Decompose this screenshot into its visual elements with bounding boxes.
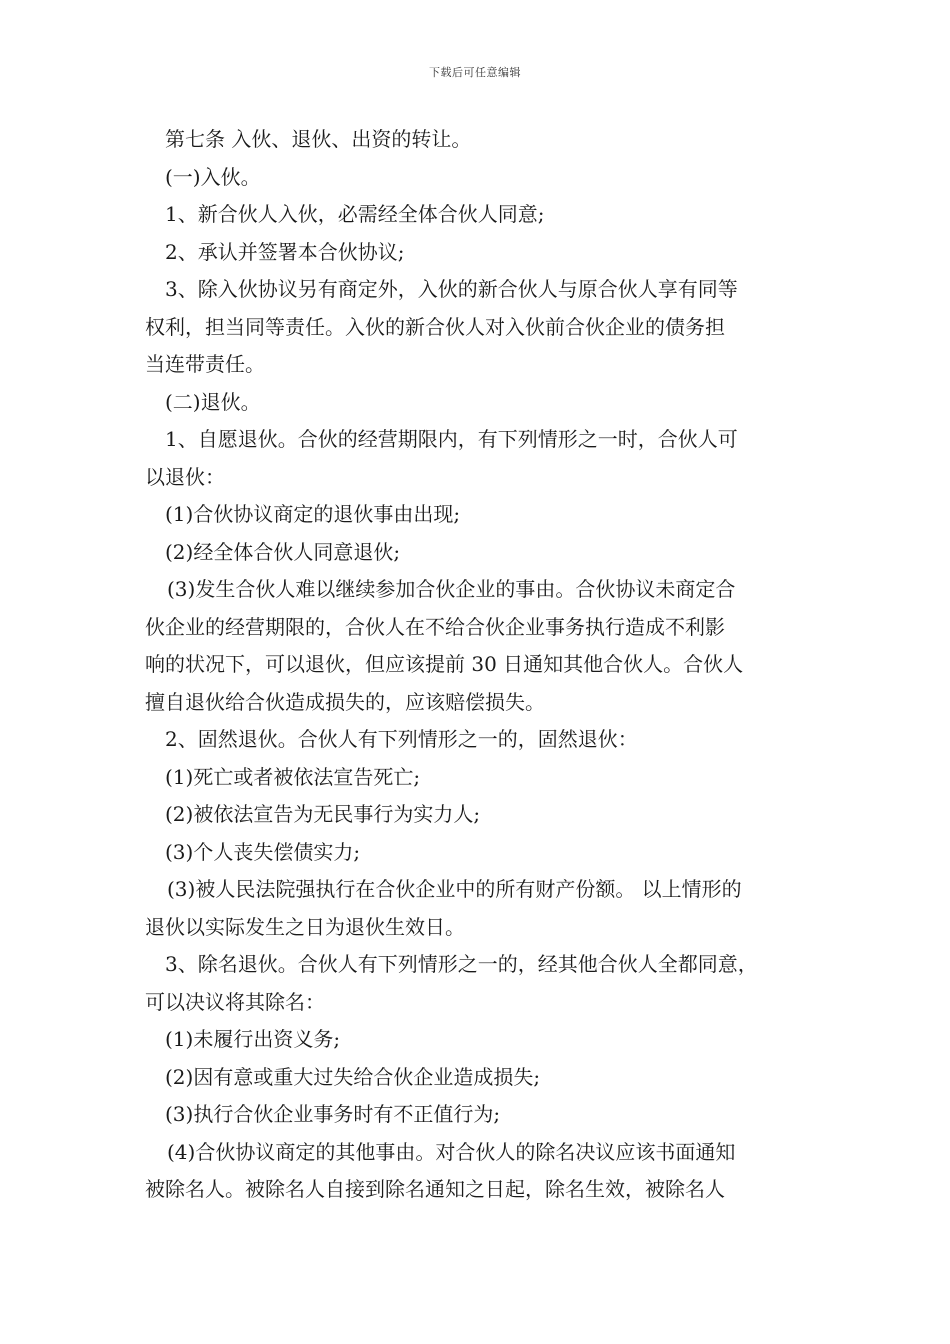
paragraph-line: (1)死亡或者被依法宣告死亡;: [165, 764, 421, 789]
paragraph-line: 2、承认并签署本合伙协议;: [165, 239, 405, 264]
page-header: 下载后可任意编辑: [429, 66, 521, 79]
paragraph-line: 响的状况下，可以退伙，但应该提前 30 日通知其他合伙人。合伙人: [145, 652, 744, 676]
paragraph-line: (4)合伙协议商定的其他事由。对合伙人的除名决议应该书面通知: [167, 1139, 736, 1164]
paragraph-line: 被除名人。被除名人自接到除名通知之日起，除名生效，被除名人: [145, 1177, 725, 1201]
paragraph-line: (2)经全体合伙人同意退伙;: [165, 539, 401, 564]
paragraph-line: 2、固然退伙。合伙人有下列情形之一的，固然退伙：: [165, 727, 638, 751]
paragraph-line: (2)因有意或重大过失给合伙企业造成损失;: [165, 1064, 541, 1089]
paragraph-line: 退伙以实际发生之日为退伙生效日。: [145, 914, 465, 939]
paragraph-line: (3)个人丧失偿债实力;: [165, 839, 361, 864]
paragraph-line: 1、自愿退伙。合伙的经营期限内，有下列情形之一时，合伙人可: [165, 427, 738, 451]
paragraph-line: 1、新合伙人入伙，必需经全体合伙人同意;: [165, 202, 545, 226]
paragraph-line: 可以决议将其除名：: [145, 989, 325, 1014]
article-heading: 第七条 入伙、退伙、出资的转让。: [165, 127, 472, 151]
paragraph-line: (1)未履行出资义务;: [165, 1027, 341, 1051]
paragraph-line: 伙企业的经营期限的，合伙人在不给合伙企业事务执行造成不利影: [145, 614, 725, 639]
paragraph-line: 3、除名退伙。合伙人有下列情形之一的，经其他合伙人全都同意，: [165, 952, 758, 976]
section-heading: (二)退伙。: [165, 389, 261, 414]
document-body: [145, 121, 825, 1209]
paragraph-line: 权利，担当同等责任。入伙的新合伙人对入伙前合伙企业的债务担: [145, 314, 725, 339]
section-heading: (一)入伙。: [165, 164, 261, 189]
paragraph-line: (2)被依法宣告为无民事行为实力人;: [165, 802, 481, 826]
paragraph-line: 以退伙：: [145, 464, 225, 489]
paragraph-line: (1)合伙协议商定的退伙事由出现;: [165, 502, 461, 526]
paragraph-line: (3)被人民法院强执行在合伙企业中的所有财产份额。 以上情形的: [167, 877, 742, 901]
paragraph-line: 当连带责任。: [145, 352, 265, 376]
paragraph-line: (3)执行合伙企业事务时有不正值行为;: [165, 1102, 501, 1126]
paragraph-line: 擅自退伙给合伙造成损失的，应该赔偿损失。: [145, 689, 545, 714]
paragraph-line: (3)发生合伙人难以继续参加合伙企业的事由。合伙协议未商定合: [167, 577, 736, 601]
paragraph-line: 3、除入伙协议另有商定外，入伙的新合伙人与原合伙人享有同等: [165, 277, 738, 301]
